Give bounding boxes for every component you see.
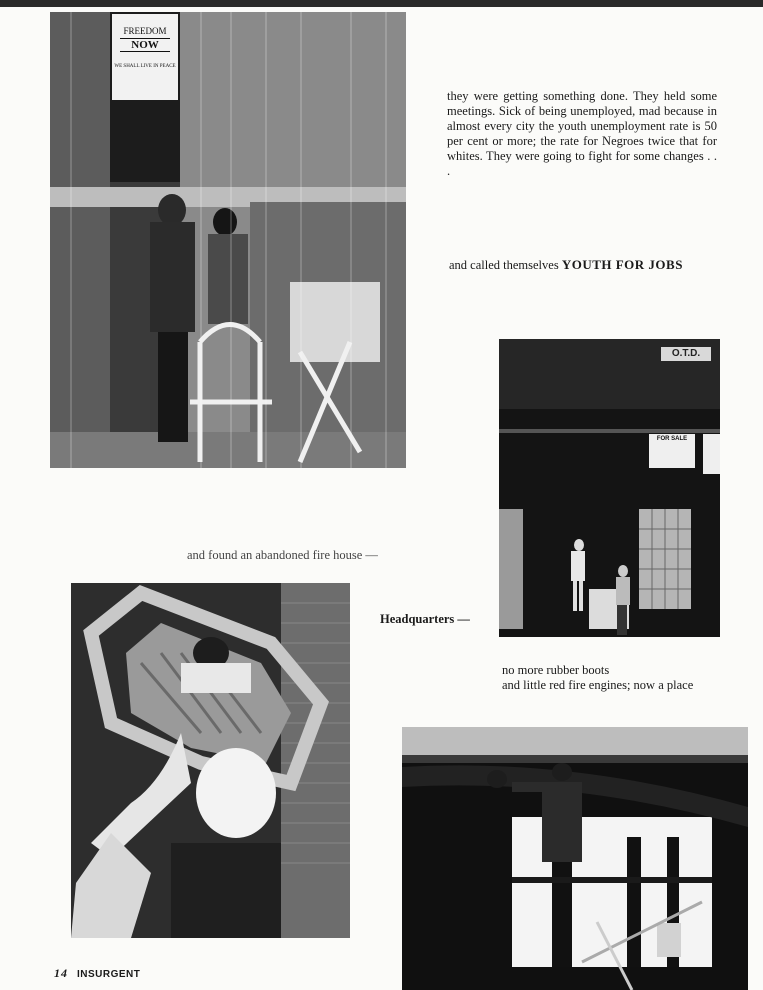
for-sale-sign: FOR SALE: [656, 436, 688, 442]
page-folio: [54, 966, 140, 981]
intro-paragraph: [447, 89, 717, 179]
photo-window-painting: [71, 583, 350, 938]
sign-line-1: FREEDOM: [123, 26, 167, 36]
freedom-now-sign: [114, 18, 176, 69]
magazine-name: INSURGENT: [77, 969, 141, 980]
caption-called-prefix: and called themselves: [449, 258, 559, 272]
no-more-line-2: and little red fire engines; now a place: [502, 678, 694, 692]
caption-found-fire-house: and found an abandoned fire house —: [187, 548, 378, 562]
page-number: 14: [54, 966, 68, 980]
caption-headquarters: Headquarters —: [380, 612, 470, 626]
youth-for-jobs-emphasis: YOUTH FOR JOBS: [561, 257, 683, 272]
caption-called-themselves: [449, 257, 683, 273]
paragraph-text: they were getting something done. They held some meetings. Sick of being unemployed, mad because in almost every city the youth unemployment rate is 50 per cent or more; the rate for Negroes twice that for whites. They were going to fight for some changes . . .: [447, 89, 717, 178]
sign-line-2: NOW: [120, 38, 170, 52]
photo-interior-renovation: [402, 727, 748, 990]
caption-no-more: [502, 663, 693, 693]
photo-fire-house-facade: [499, 339, 720, 637]
no-more-line-1: no more rubber boots: [502, 663, 610, 677]
top-rule: [0, 0, 763, 7]
photo-storefront-chairs: [50, 12, 406, 468]
building-sign: O.T.D.: [671, 348, 701, 359]
sign-line-3: WE SHALL LIVE IN PEACE: [114, 64, 176, 69]
